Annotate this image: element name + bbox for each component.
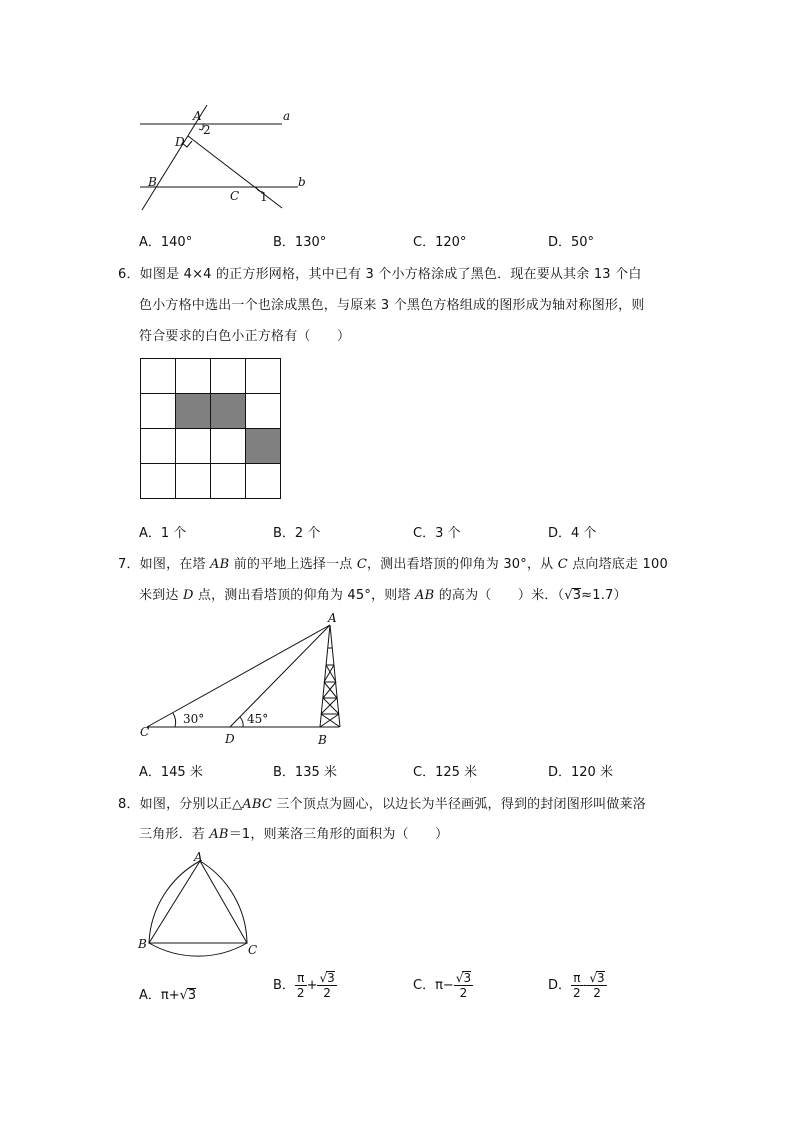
grid-cell bbox=[246, 394, 281, 429]
q6-grid bbox=[140, 358, 281, 499]
q8-text-line2 bbox=[139, 823, 448, 842]
sightline-DA bbox=[230, 625, 330, 727]
sqrt-val: 3 bbox=[597, 971, 605, 985]
q7-var-D: D bbox=[182, 588, 194, 603]
q7-text-seg: ，测出看塔顶的仰角为 30°，从 bbox=[366, 557, 558, 572]
frac-num: √3 bbox=[319, 971, 335, 985]
label-B: B bbox=[138, 937, 147, 951]
frac-den: 2 bbox=[459, 986, 468, 1000]
q6-option-b: B．2 个 bbox=[273, 526, 321, 541]
q7-text-line1 bbox=[118, 553, 668, 572]
q7-text-seg: ≈1.7） bbox=[581, 588, 627, 603]
grid-cell-shaded bbox=[176, 394, 211, 429]
grid-cell bbox=[141, 359, 176, 394]
q7-text-seg: 的高为（ ）米．（ bbox=[434, 588, 565, 603]
q6-option-c: C．3 个 bbox=[413, 526, 461, 541]
q8-text-seg: ＝1，则莱洛三角形的面积为（ ） bbox=[228, 827, 449, 842]
tower bbox=[320, 625, 340, 727]
triangle-ABC bbox=[149, 861, 247, 943]
label-B: B bbox=[318, 733, 327, 747]
sqrt-val: 3 bbox=[463, 971, 472, 985]
q8-opt-text: B． bbox=[273, 978, 295, 993]
q8-text-seg: 8．如图，分别以正△ bbox=[118, 797, 243, 812]
q7-sqrt3: 3 bbox=[572, 588, 582, 603]
q7-text-seg: 前的平地上选择一点 bbox=[229, 557, 357, 572]
frac-num: π bbox=[295, 971, 307, 986]
frac-num: √3 bbox=[455, 971, 472, 985]
label-C: C bbox=[230, 189, 240, 203]
arc-BC bbox=[149, 943, 247, 956]
q6-text-line2: 色小方格中选出一个也涂成黑色，与原来 3 个黑色方格组成的图形成为轴对称图形，则 bbox=[139, 298, 645, 313]
label-C: C bbox=[248, 943, 258, 957]
grid-cell bbox=[176, 359, 211, 394]
q5-option-a: A．140° bbox=[139, 235, 193, 250]
q6-option-a: A．1 个 bbox=[139, 526, 187, 541]
q8-var-ABC: ABC bbox=[242, 797, 273, 812]
grid-cell bbox=[246, 359, 281, 394]
label-1: 1 bbox=[260, 190, 268, 204]
q7-option-b: B．135 米 bbox=[273, 765, 337, 780]
q6-text-line1: 6．如图是 4×4 的正方形网格，其中已有 3 个小方格涂成了黑色．现在要从其余 13 个白 bbox=[118, 267, 642, 282]
label-30: 30° bbox=[183, 712, 205, 726]
q7-text-line2: 米到达 D 点，测出看塔顶的仰角为 45°，则塔 AB 的高为（ ）米．（√3≈1.7） bbox=[139, 588, 627, 603]
grid-cell bbox=[176, 464, 211, 499]
q8-text-line1 bbox=[118, 793, 646, 812]
q8-var-AB: AB bbox=[209, 827, 229, 842]
grid-cell bbox=[211, 464, 246, 499]
q7-text-seg: 点向塔底走 100 bbox=[567, 557, 668, 572]
q5-option-c: C．120° bbox=[413, 235, 467, 250]
frac-den: 2 bbox=[323, 986, 331, 1000]
q7-figure bbox=[135, 610, 355, 750]
q7-text-seg: 米到达 bbox=[139, 588, 183, 603]
q8-text-seg: 三个顶点为圆心，以边长为半径画弧，得到的封闭图形叫做莱洛 bbox=[272, 797, 646, 812]
frac-num: √3 bbox=[589, 971, 605, 985]
q5-figure bbox=[130, 100, 320, 215]
q8-option-d bbox=[548, 971, 607, 1000]
q5-option-b: B．130° bbox=[273, 235, 327, 250]
label-2: 2 bbox=[203, 123, 211, 137]
label-C: C bbox=[140, 725, 150, 739]
grid-cell-shaded bbox=[246, 429, 281, 464]
label-a: a bbox=[283, 109, 291, 123]
q6-option-d: D．4 个 bbox=[548, 526, 597, 541]
label-A: A bbox=[328, 611, 337, 625]
q7-var-AB: AB bbox=[210, 557, 230, 572]
grid-cell bbox=[211, 359, 246, 394]
label-b: b bbox=[298, 175, 306, 189]
q8-opt-text: C．π− bbox=[413, 978, 454, 993]
q7-option-a: A．145 米 bbox=[139, 765, 203, 780]
grid-cell bbox=[141, 429, 176, 464]
q8-opt-op: + bbox=[306, 978, 318, 993]
q7-var-C: C bbox=[356, 557, 367, 572]
q6-text-line3: 符合要求的白色小正方格有（ ） bbox=[139, 329, 351, 344]
q8-option-c bbox=[413, 971, 473, 1000]
q8-opt-text: A．π+ bbox=[139, 988, 180, 1003]
grid-cell bbox=[141, 464, 176, 499]
q8-optD-frac1 bbox=[571, 971, 583, 1000]
q8-optB-frac2 bbox=[317, 971, 336, 1000]
label-A: A bbox=[194, 850, 203, 864]
q8-option-b bbox=[273, 971, 337, 1000]
grid-cell-shaded bbox=[211, 394, 246, 429]
grid-cell bbox=[141, 394, 176, 429]
q7-option-d: D．120 米 bbox=[548, 765, 613, 780]
frac-den: 2 bbox=[593, 986, 601, 1000]
q8-text-seg: 三角形．若 bbox=[139, 827, 210, 842]
label-B: B bbox=[148, 175, 157, 189]
frac-num: π bbox=[571, 971, 583, 986]
frac-den: 2 bbox=[296, 986, 305, 1000]
q7-var-C2: C bbox=[557, 557, 568, 572]
sqrt-val: 3 bbox=[327, 971, 335, 985]
q8-optA-sqrt: 3 bbox=[187, 988, 197, 1003]
q8-opt-op: - bbox=[582, 978, 588, 993]
label-45: 45° bbox=[247, 712, 269, 726]
q8-optB-frac1 bbox=[295, 971, 307, 1000]
q7-var-AB2: AB bbox=[415, 588, 435, 603]
label-A: A bbox=[193, 109, 202, 123]
q7-text-seg: 点，测出看塔顶的仰角为 45°，则塔 bbox=[193, 588, 416, 603]
frac-den: 2 bbox=[573, 986, 581, 1000]
grid-cell bbox=[246, 464, 281, 499]
angle-45-arc bbox=[240, 717, 243, 727]
grid-cell bbox=[176, 429, 211, 464]
q7-option-c: C．125 米 bbox=[413, 765, 478, 780]
label-D: D bbox=[225, 732, 235, 746]
q8-optD-frac2 bbox=[587, 971, 606, 1000]
q7-text-seg: 7．如图，在塔 bbox=[118, 557, 211, 572]
q8-optC-frac bbox=[454, 971, 473, 1000]
sightline-CA bbox=[147, 625, 330, 727]
q8-option-a: A．π+√3 bbox=[139, 988, 197, 1003]
grid-cell bbox=[211, 429, 246, 464]
q5-option-d: D．50° bbox=[548, 235, 595, 250]
angle-30-arc bbox=[173, 713, 176, 727]
q8-opt-text: D． bbox=[548, 978, 572, 993]
label-D: D bbox=[175, 135, 185, 149]
q8-figure bbox=[130, 848, 270, 963]
